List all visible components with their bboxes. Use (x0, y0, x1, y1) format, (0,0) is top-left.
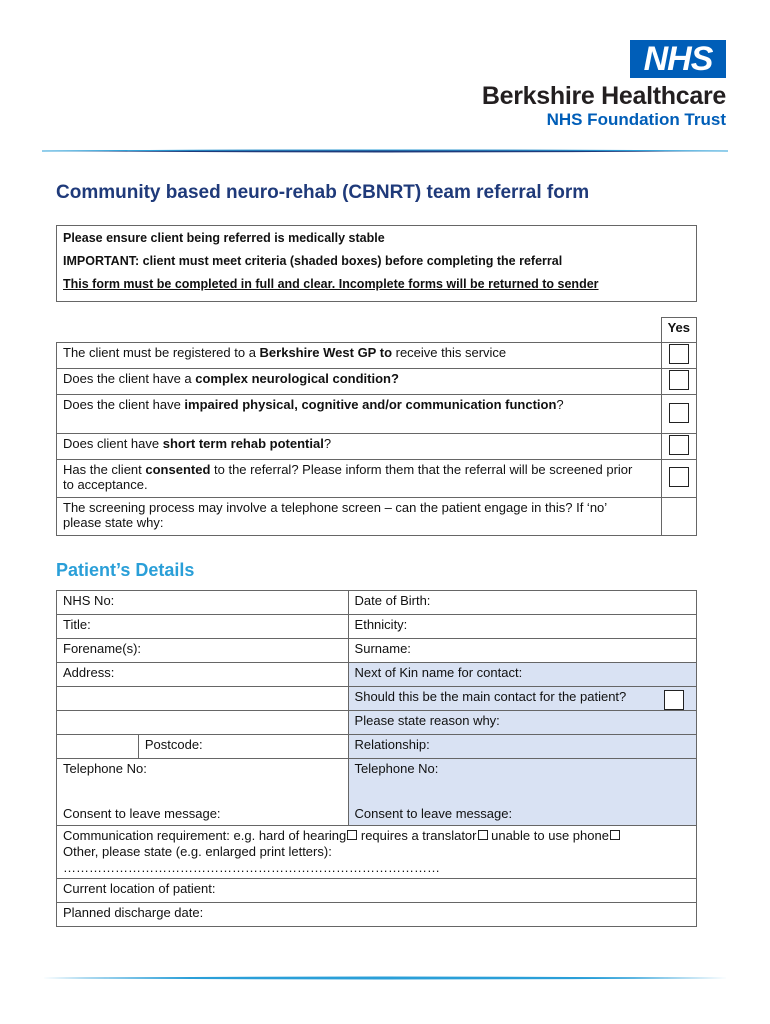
comm-phone-label: unable to use phone (487, 828, 609, 843)
criteria-bold: short term rehab potential (162, 436, 324, 451)
criteria-checkbox-rehab[interactable] (669, 435, 689, 455)
title-field[interactable]: Title: (57, 615, 349, 639)
notice-important: IMPORTANT: client must meet criteria (shaded boxes) before completing the referral (63, 254, 563, 268)
reason-field[interactable]: Please state reason why: (348, 711, 696, 735)
criteria-text-end: ? (323, 436, 332, 451)
criteria-row (57, 395, 697, 434)
comm-hearing-label: Communication requirement: e.g. hard of hearing (63, 828, 347, 843)
yes-column-header: Yes (661, 318, 696, 343)
criteria-bold: impaired physical, cognitive and/or communication function (184, 397, 557, 412)
criteria-text: The screening process may involve a telephone screen – can the patient engage in this? If ‘no’ please state why: (63, 500, 607, 530)
consent-right-label: Consent to leave message: (354, 806, 513, 821)
telephone-right-cell[interactable] (348, 759, 696, 826)
consent-left-label: Consent to leave message: (63, 806, 221, 821)
org-name: Berkshire Healthcare (481, 82, 726, 110)
comm-translator-checkbox[interactable] (478, 830, 488, 840)
header-divider (42, 148, 728, 154)
criteria-checkbox-impaired[interactable] (669, 403, 689, 423)
criteria-row (57, 343, 697, 369)
planned-discharge-field[interactable]: Planned discharge date: (57, 903, 697, 927)
notice-complete-in-full: This form must be completed in full and clear. Incomplete forms will be returned to sender (63, 277, 599, 291)
criteria-text: Does client have (63, 436, 163, 451)
ethnicity-field[interactable]: Ethnicity: (348, 615, 696, 639)
telephone-right-label: Telephone No: (354, 761, 439, 776)
criteria-text: Does the client have a (63, 371, 196, 386)
comm-translator-label: requires a translator (357, 828, 477, 843)
patient-details-table (56, 590, 697, 927)
notice-box (56, 225, 697, 302)
criteria-bold: consented (145, 462, 211, 477)
criteria-row (57, 434, 697, 460)
criteria-text: Has the client (63, 462, 146, 477)
notice-medically-stable: Please ensure client being referred is medically stable (63, 231, 385, 245)
address-line-3[interactable] (57, 711, 349, 735)
comm-hearing-checkbox[interactable] (347, 830, 357, 840)
criteria-row (57, 369, 697, 395)
criteria-checkbox-neuro[interactable] (669, 370, 689, 390)
dob-field[interactable]: Date of Birth: (348, 591, 696, 615)
footer-divider (42, 975, 728, 981)
communication-cell[interactable] (57, 826, 697, 879)
criteria-checkbox-gp[interactable] (669, 344, 689, 364)
address-line-4[interactable] (57, 735, 139, 759)
address-field[interactable]: Address: (57, 663, 349, 687)
form-title: Community based neuro-rehab (CBNRT) team referral form (56, 182, 590, 203)
comm-other-label: Other, please state (e.g. enlarged print letters): (63, 844, 332, 859)
surname-field[interactable]: Surname: (348, 639, 696, 663)
main-contact-checkbox[interactable] (664, 690, 684, 710)
criteria-checkbox-consent[interactable] (669, 467, 689, 487)
comm-dots: …………………………………………………………………………… (63, 860, 440, 875)
criteria-row (57, 498, 697, 536)
current-location-field[interactable]: Current location of patient: (57, 879, 697, 903)
address-line-2[interactable] (57, 687, 349, 711)
criteria-text-end: to the referral? Please inform them that the referral will be screened prior to acceptance. (63, 462, 633, 492)
next-of-kin-field[interactable]: Next of Kin name for contact: (348, 663, 696, 687)
main-contact-question: Should this be the main contact for the patient? (354, 689, 627, 704)
criteria-text-end: receive this service (392, 345, 507, 360)
criteria-text: Does the client have (63, 397, 185, 412)
telephone-left-cell[interactable] (57, 759, 349, 826)
criteria-text-end: ? (556, 397, 564, 412)
forename-field[interactable]: Forename(s): (57, 639, 349, 663)
org-subtitle: NHS Foundation Trust (546, 110, 726, 129)
relationship-field[interactable]: Relationship: (348, 735, 696, 759)
criteria-row (57, 460, 697, 498)
criteria-bold: complex neurological condition? (195, 371, 399, 386)
nhs-logo: NHS (630, 40, 726, 78)
criteria-text: The client must be registered to a (63, 345, 260, 360)
criteria-screening-answer[interactable] (661, 498, 696, 536)
postcode-field[interactable]: Postcode: (138, 735, 348, 759)
telephone-left-label: Telephone No: (63, 761, 147, 776)
criteria-bold: Berkshire West GP to (259, 345, 393, 360)
comm-phone-checkbox[interactable] (610, 830, 620, 840)
patient-details-heading: Patient’s Details (56, 560, 195, 580)
nhs-no-field[interactable]: NHS No: (57, 591, 349, 615)
criteria-table (56, 317, 697, 536)
